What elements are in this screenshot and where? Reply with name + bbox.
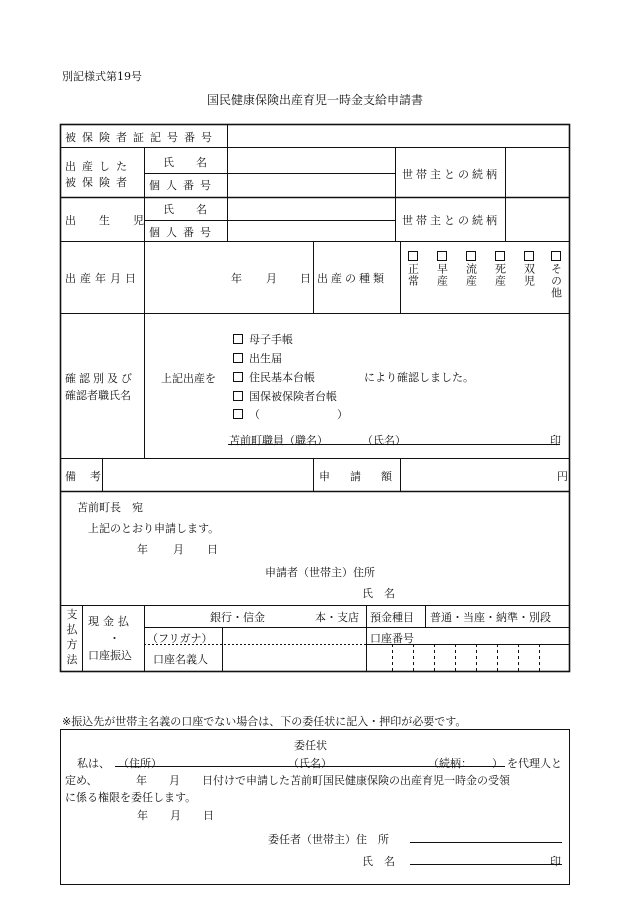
birth-type-stillbirth[interactable]: 死産: [493, 250, 507, 290]
account-number-field[interactable]: [367, 645, 569, 671]
remarks-field[interactable]: [103, 459, 313, 491]
insured-name-field[interactable]: [228, 148, 395, 173]
payment-separator: ・: [109, 632, 120, 645]
birth-type-normal-checkbox[interactable]: [408, 251, 418, 261]
account-holder-label: 口座名義人: [153, 653, 208, 666]
insured-person-label-2: 被保険者: [65, 176, 133, 189]
confirm-doc-insured-register[interactable]: 国保被保険者台帳: [233, 388, 337, 404]
remarks-label: 備考: [65, 470, 115, 483]
birth-type-twins-checkbox[interactable]: [524, 251, 534, 261]
addressee: 苫前町長 宛: [77, 501, 143, 514]
birth-type-premature[interactable]: 早産: [435, 250, 449, 290]
proxy-relation: （続柄：: [428, 757, 472, 770]
transfer-note: ※振込先が世帯主名義の口座でない場合は、下の委任状に記入・押印が必要です。: [62, 715, 467, 728]
proxy-line2: 定め、 年 月 日付けで申請した苫前町国民健康保険の出産育児一時金の受領: [65, 774, 511, 787]
confirm-doc-resident-register[interactable]: 住民基本台帳: [233, 369, 315, 385]
proxy-line1-prefix: 私は、: [77, 757, 110, 770]
insured-relation-label: 世帯主との続柄: [402, 168, 500, 181]
amount-yen: 円: [557, 470, 568, 483]
staff-title-label: 苫前町職員（職名）: [229, 434, 328, 447]
proxy-date: 年 月 日: [137, 809, 214, 822]
proxy-line3: に係る権限を委任します。: [65, 791, 197, 804]
insured-id-label: 被保険者証記号番号: [65, 131, 218, 144]
apply-month-unit: 月: [173, 543, 184, 556]
proxy-relation-close: ）: [492, 757, 503, 770]
birth-month-unit: 月: [266, 272, 277, 285]
birth-year-unit: 年: [231, 272, 242, 285]
confirm-prefix: 上記出産を: [161, 372, 216, 385]
deposit-type-label: 預金種目: [370, 611, 414, 624]
birth-type-miscarriage-checkbox[interactable]: [466, 251, 476, 261]
form-number: 別記様式第19号: [62, 70, 142, 83]
applicant-name-label: 氏 名: [362, 587, 395, 600]
birth-type-normal[interactable]: 正常: [406, 250, 420, 290]
confirm-suffix: により確認しました。: [364, 371, 474, 384]
form-title: 国民健康保険出産育児一時金支給申請書: [206, 93, 423, 107]
proxy-seal: 印: [550, 855, 561, 868]
newborn-name-label: 氏名: [163, 203, 229, 216]
apply-day-unit: 日: [207, 543, 218, 556]
checkbox-icon[interactable]: [233, 409, 243, 419]
confirm-label-2: 確認者職氏名: [65, 389, 131, 402]
apply-year-unit: 年: [137, 543, 148, 556]
proxy-delegator-name-label: 氏 名: [362, 855, 395, 868]
checkbox-icon[interactable]: [233, 372, 243, 382]
proxy-title: 委任状: [294, 739, 327, 752]
staff-seal: 印: [550, 434, 561, 447]
insured-person-label-1: 出産した: [65, 160, 133, 173]
payment-label: 支 払 方 法: [66, 608, 78, 666]
insured-relation-field[interactable]: [506, 148, 569, 197]
applicant-address-label: 申請者（世帯主）住所: [265, 566, 375, 579]
proxy-line1-suffix: を代理人と: [507, 757, 562, 770]
confirm-doc-birth-notice[interactable]: 出生届: [233, 350, 282, 366]
newborn-relation-label: 世帯主との続柄: [402, 214, 500, 227]
staff-name-label: （氏名）: [362, 434, 406, 447]
account-holder-field[interactable]: [223, 628, 366, 671]
confirm-doc-maternal-handbook[interactable]: 母子手帳: [233, 331, 293, 347]
confirm-doc-other[interactable]: （ ）: [233, 406, 348, 422]
birth-date-label: 出産年月日: [65, 272, 140, 285]
furigana-label: （フリガナ）: [147, 632, 213, 645]
birth-type-premature-checkbox[interactable]: [437, 251, 447, 261]
birth-type-stillbirth-checkbox[interactable]: [495, 251, 505, 261]
birth-day-unit: 日: [300, 272, 311, 285]
confirm-label-1: 確認別及び: [65, 372, 135, 385]
payment-cash[interactable]: 現金払: [88, 615, 133, 628]
checkbox-icon[interactable]: [233, 391, 243, 401]
insured-individual-number-field[interactable]: [228, 174, 395, 197]
amount-field[interactable]: [401, 459, 551, 491]
apply-text: 上記のとおり申請します。: [88, 522, 220, 535]
birth-type-twins[interactable]: 双児: [522, 250, 536, 290]
insured-name-label: 氏名: [163, 156, 229, 169]
proxy-delegator-address-label: 委任者（世帯主）住 所: [268, 833, 389, 846]
payment-transfer[interactable]: 口座振込: [88, 649, 132, 662]
newborn-name-field[interactable]: [228, 198, 395, 220]
newborn-label: 出生児: [65, 214, 167, 227]
newborn-individual-number-field[interactable]: [228, 221, 395, 241]
amount-label: 申請額: [319, 470, 412, 483]
birth-type-miscarriage[interactable]: 流産: [464, 250, 478, 290]
checkbox-icon[interactable]: [233, 334, 243, 344]
deposit-types[interactable]: 普通・当座・納準・別段: [430, 611, 551, 624]
insured-individual-number-label: 個人番号: [149, 179, 217, 192]
proxy-address: （住所）: [118, 757, 162, 770]
checkbox-icon[interactable]: [233, 353, 243, 363]
newborn-relation-field[interactable]: [506, 198, 569, 241]
bank-label: 銀行・信金: [210, 611, 265, 624]
proxy-name: （氏名）: [288, 757, 332, 770]
birth-type-other[interactable]: その他: [549, 250, 563, 302]
newborn-individual-number-label: 個人番号: [149, 226, 217, 239]
account-number-label: 口座番号: [370, 632, 414, 645]
birth-type-other-checkbox[interactable]: [551, 251, 561, 261]
branch-label: 本・支店: [315, 611, 359, 624]
birth-type-label: 出産の種類: [317, 272, 387, 285]
